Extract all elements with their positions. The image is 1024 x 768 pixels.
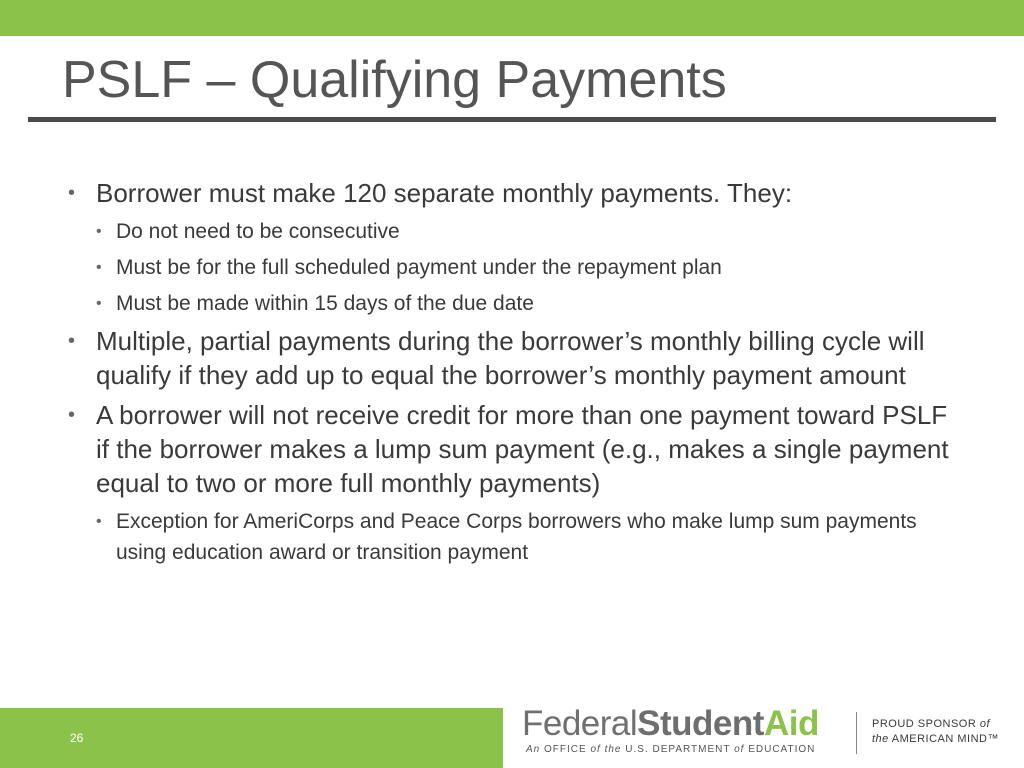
bullet-dot-icon: • bbox=[96, 223, 102, 240]
bullet-item bbox=[66, 398, 966, 500]
bullet-text: Multiple, partial payments during the borrower’s monthly billing cycle will qualify if they add up to equal the borrower’s monthly payment amount bbox=[96, 326, 925, 390]
bullet-dot-icon: • bbox=[96, 259, 102, 276]
sponsor-tagline: PROUD SPONSOR of the AMERICAN MIND™ bbox=[872, 718, 999, 745]
fsa-logo-tagline: An OFFICE of the U.S. DEPARTMENT of EDUCATION bbox=[526, 744, 816, 755]
fsa-logo-wordmark: FederalStudentAid bbox=[522, 704, 819, 743]
footer-divider bbox=[856, 712, 857, 754]
bullet-text: Borrower must make 120 separate monthly payments. They: bbox=[96, 178, 793, 208]
bullet-dot-icon: • bbox=[68, 182, 76, 204]
sub-bullet-text: Must be for the full scheduled payment under the repayment plan bbox=[116, 256, 722, 279]
bullet-list bbox=[66, 176, 966, 573]
bullet-item bbox=[66, 176, 966, 210]
slide-title: PSLF – Qualifying Payments bbox=[62, 51, 727, 109]
title-underline bbox=[28, 117, 996, 122]
sub-bullet-item bbox=[66, 506, 966, 568]
bullet-dot-icon: • bbox=[68, 330, 76, 352]
sub-bullet-text: Must be made within 15 days of the due date bbox=[116, 292, 534, 315]
sub-bullet-text: Exception for AmeriCorps and Peace Corps borrowers who make lump sum payments using education award or transition payment bbox=[116, 510, 917, 564]
sub-bullet-item bbox=[66, 288, 966, 319]
fsa-logo bbox=[522, 704, 842, 760]
bullet-text: A borrower will not receive credit for more than one payment toward PSLF if the borrower makes a lump sum payment (e.g., makes a single payment equal to two or more full monthly payments) bbox=[96, 400, 949, 498]
bullet-item bbox=[66, 324, 966, 392]
top-accent-bar bbox=[0, 0, 1024, 36]
sub-bullet-item bbox=[66, 252, 966, 283]
sub-bullet-text: Do not need to be consecutive bbox=[116, 220, 400, 243]
page-number: 26 bbox=[70, 731, 84, 745]
bullet-dot-icon: • bbox=[68, 404, 76, 426]
bullet-dot-icon: • bbox=[96, 295, 102, 312]
sub-bullet-item bbox=[66, 216, 966, 247]
bullet-dot-icon: • bbox=[96, 513, 102, 530]
